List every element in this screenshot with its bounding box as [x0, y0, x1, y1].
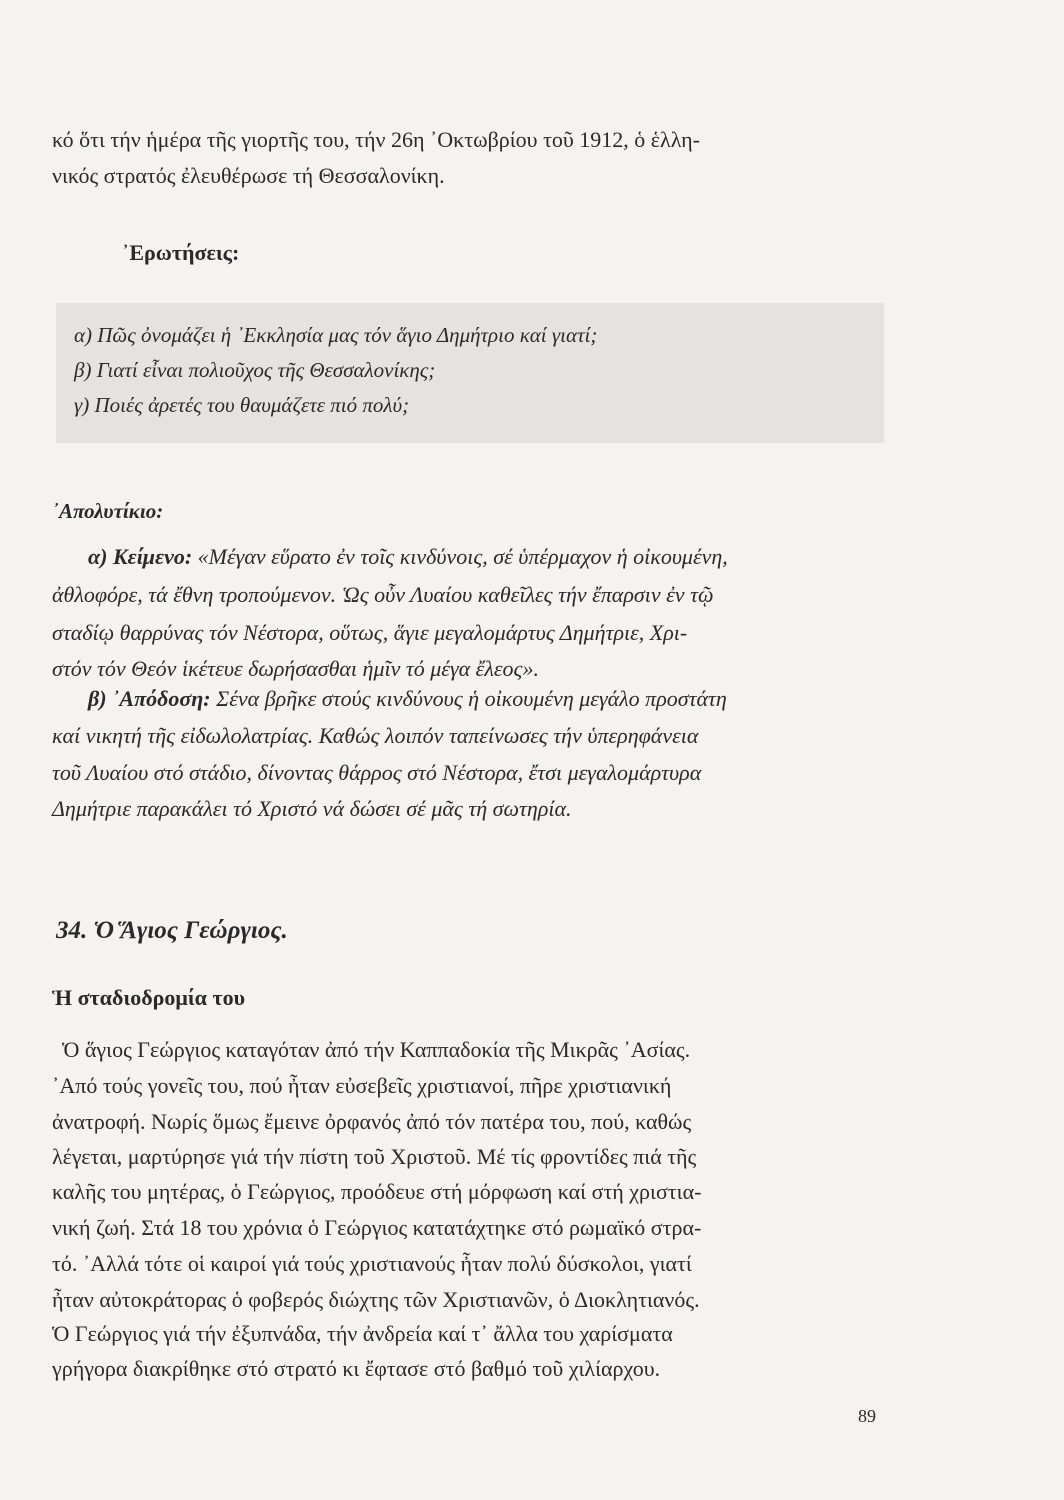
- question-item: γ) Ποιές ἀρετές του θαυμάζετε πιό πολύ;: [74, 393, 410, 417]
- apolytikio-rendering-line: [88, 683, 727, 715]
- apolytikio-text-line: [88, 541, 728, 573]
- body-line: ἦταν αὐτοκράτορας ὁ φοβερός διώχτης τῶν Χριστιανῶν, ὁ Διοκλητιανός.: [52, 1287, 700, 1312]
- body-line: ᾿Από τούς γονεῖς του, πού ἦταν εὐσεβεῖς χριστιανοί, πῆρε χριστιανική: [52, 1073, 672, 1098]
- intro-line: κό ὅτι τήν ἡμέρα τῆς γιορτῆς του, τήν 26η ᾿Οκτωβρίου τοῦ 1912, ὁ ἑλλη-: [52, 127, 701, 152]
- text-content: «Μέγαν εὕρατο ἐν τοῖς κινδύνοις, σέ ὑπέρμαχον ἡ οἰκουμένη,: [192, 544, 728, 569]
- intro-line: νικός στρατός ἐλευθέρωσε τή Θεσσαλονίκη.: [52, 163, 445, 188]
- apolytikio-title: ᾿Απολυτίκιο:: [52, 499, 164, 523]
- body-line: γρήγορα διακρίθηκε στό στρατό κι ἔφτασε στό βαθμό τοῦ χιλίαρχου.: [52, 1356, 661, 1381]
- apolytikio-rendering-line: τοῦ Λυαίου στό στάδιο, δίνοντας θάρρος στό Νέστορα, ἔτσι μεγαλομάρτυρα: [52, 760, 702, 785]
- questions-heading: ᾿Ερωτήσεις:: [122, 240, 240, 265]
- body-line: καλῆς του μητέρας, ὁ Γεώργιος, προόδευε στή μόρφωση καί στή χριστια-: [52, 1179, 702, 1204]
- text-label: α) Κείμενο:: [88, 544, 193, 569]
- question-item: α) Πῶς ὀνομάζει ἡ ᾿Εκκλησία μας τόν ἅγιο Δημήτριο καί γιατί;: [74, 323, 598, 347]
- body-line: ἀνατροφή. Νωρίς ὅμως ἔμεινε ὀρφανός ἀπό τόν πατέρα του, πού, καθώς: [52, 1109, 692, 1134]
- section-title: 34. Ὁ Ἅγιος Γεώργιος.: [56, 917, 288, 944]
- body-line: τό. ᾿Αλλά τότε οἱ καιροί γιά τούς χριστιανούς ἦταν πολύ δύσκολοι, γιατί: [52, 1251, 692, 1276]
- apolytikio-text-line: στόν τόν Θεόν ἱκέτευε δωρήσασθαι ἡμῖν τό μέγα ἔλεος».: [52, 656, 539, 681]
- rendering-content: Σένα βρῆκε στούς κινδύνους ἡ οἰκουμένη μεγάλο προστάτη: [210, 686, 727, 711]
- rendering-label: β) ᾿Απόδοση:: [88, 686, 211, 711]
- page-number: 89: [858, 1406, 876, 1426]
- apolytikio-text-line: σταδίῳ θαρρύνας τόν Νέστορα, οὕτως, ἅγιε μεγαλομάρτυς Δημήτριε, Χρι-: [52, 620, 688, 645]
- body-line: νική ζωή. Στά 18 του χρόνια ὁ Γεώργιος κατατάχτηκε στό ρωμαϊκό στρα-: [52, 1215, 702, 1240]
- body-line: Ὁ Γεώργιος γιά τήν ἐξυπνάδα, τήν ἀνδρεία καί τ᾿ ἄλλα του χαρίσματα: [52, 1321, 673, 1346]
- apolytikio-text-line: ἀθλοφόρε, τά ἔθνη τροπούμενον. Ὡς οὖν Λυαίου καθεῖλες τήν ἔπαρσιν ἐν τῷ: [52, 582, 714, 607]
- question-item: β) Γιατί εἶναι πολιοῦχος τῆς Θεσσαλονίκης;: [74, 358, 436, 382]
- apolytikio-rendering-line: καί νικητή τῆς εἰδωλολατρίας. Καθώς λοιπόν ταπείνωσες τήν ὑπερηφάνεια: [52, 723, 699, 748]
- section-subtitle: Ἡ σταδιοδρομία του: [52, 985, 246, 1010]
- body-line: λέγεται, μαρτύρησε γιά τήν πίστη τοῦ Χριστοῦ. Μέ τίς φροντίδες πιά τῆς: [52, 1144, 697, 1169]
- apolytikio-rendering-line: Δημήτριε παρακάλει τό Χριστό νά δώσει σέ μᾶς τή σωτηρία.: [52, 796, 572, 821]
- body-line: Ὁ ἅγιος Γεώργιος καταγόταν ἀπό τήν Καππαδοκία τῆς Μικρᾶς ᾿Ασίας.: [62, 1037, 691, 1062]
